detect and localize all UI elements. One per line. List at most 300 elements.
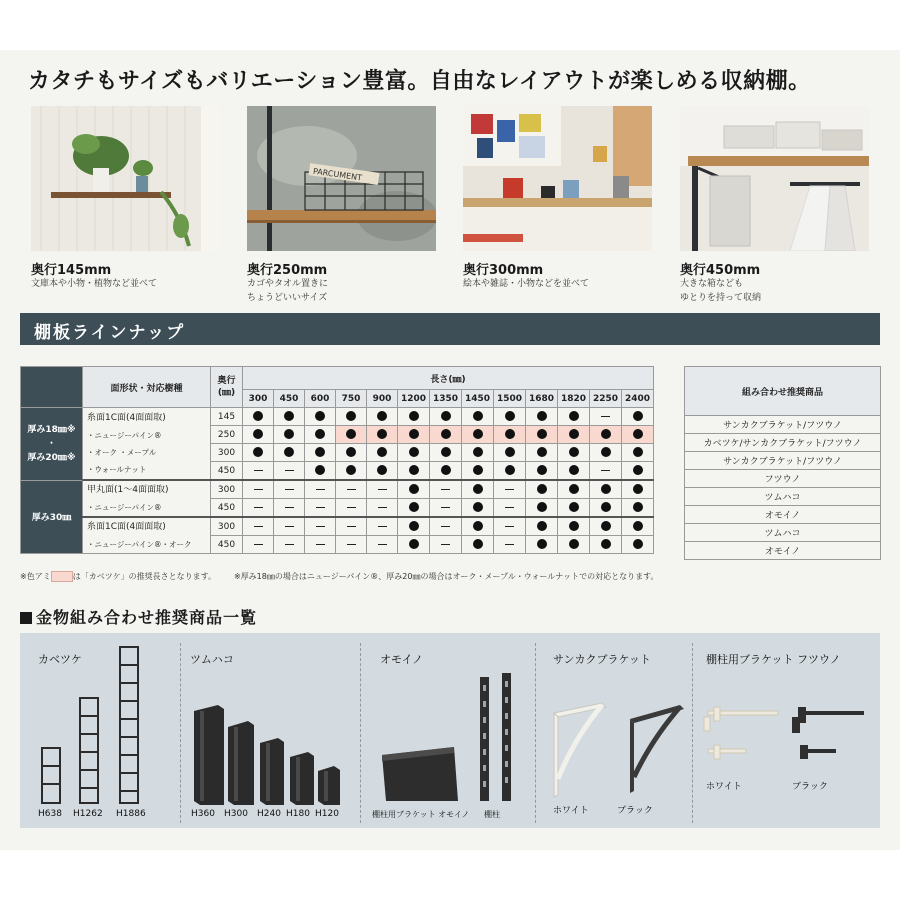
unavailable-mark [441,544,450,545]
available-mark [569,447,579,457]
photo-shelf-145 [31,106,220,251]
availability-cell [398,517,430,536]
unavailable-mark [378,544,387,545]
available-mark [601,429,611,439]
product-title-omoino: オモイノ [380,653,424,666]
availability-cell [305,536,336,554]
available-mark [633,539,643,549]
availability-cell [243,480,274,499]
unavailable-mark [254,507,263,508]
available-mark [473,429,483,439]
header-length: 長さ(㎜) [243,367,654,390]
availability-cell [305,480,336,499]
available-mark [377,411,387,421]
availability-cell [305,517,336,536]
combo-cell: オモイノ [685,506,881,524]
length-header: 1350 [430,390,462,408]
available-mark [409,429,419,439]
length-header: 1820 [558,390,590,408]
availability-cell [367,517,398,536]
unavailable-mark [285,526,294,527]
availability-cell [398,536,430,554]
availability-cell [590,499,622,518]
availability-cell [430,499,462,518]
available-mark [505,465,515,475]
depth-cell: 300 [211,517,243,536]
unavailable-mark [316,526,325,527]
unavailable-mark [285,470,294,471]
unavailable-mark [285,507,294,508]
available-mark [473,502,483,512]
availability-cell [590,462,622,481]
photo-caption-title: 奥行300mm [463,263,544,278]
size-label: H240 [257,809,281,819]
product-label: 棚柱用ブラケット オモイノ [372,810,470,819]
highlight-swatch [51,571,73,582]
availability-cell [558,444,590,462]
combo-header: 組み合わせ推奨商品 [685,367,881,416]
availability-cell [430,480,462,499]
availability-cell [274,444,305,462]
availability-cell [622,408,654,426]
availability-cell [430,444,462,462]
footnote: ※色アミ は「カベツケ」の推奨長さとなります。 ※厚み18㎜の場合はニュージーパイン®、厚み20㎜の場合はオーク・メープル・ウォールナットでの対応となります。 [20,572,659,581]
availability-cell [367,408,398,426]
thickness-label: 厚み18㎜※ ・ 厚み20㎜※ [21,408,83,481]
unavailable-mark [347,526,356,527]
availability-cell [494,480,526,499]
availability-cell [274,408,305,426]
availability-cell [462,462,494,481]
product-title-futsuuno: 棚柱用ブラケット フツウノ [706,653,841,666]
unavailable-mark [316,507,325,508]
availability-cell [494,536,526,554]
available-mark [377,429,387,439]
unavailable-mark [505,544,514,545]
available-mark [409,502,419,512]
available-mark [346,465,356,475]
available-mark [537,521,547,531]
size-label: H1262 [73,809,103,819]
availability-cell [494,426,526,444]
available-mark [253,429,263,439]
availability-cell [622,499,654,518]
availability-cell [590,408,622,426]
availability-cell [430,517,462,536]
unavailable-mark [316,544,325,545]
shelf-lineup-table [20,366,654,554]
available-mark [537,411,547,421]
unavailable-mark [441,526,450,527]
depth-cell: 300 [211,480,243,499]
available-mark [441,465,451,475]
available-mark [505,447,515,457]
depth-cell: 450 [211,536,243,554]
column-divider [692,643,693,823]
availability-cell [398,462,430,481]
availability-cell [398,426,430,444]
available-mark [441,447,451,457]
availability-cell [526,408,558,426]
column-divider [360,643,361,823]
unavailable-mark [254,526,263,527]
availability-cell [494,444,526,462]
length-header: 300 [243,390,274,408]
availability-cell [243,536,274,554]
available-mark [601,502,611,512]
availability-cell [622,444,654,462]
availability-cell [526,462,558,481]
length-header: 600 [305,390,336,408]
availability-cell [430,426,462,444]
availability-cell [462,408,494,426]
availability-cell [336,462,367,481]
combo-cell: フツウノ [685,470,881,488]
availability-cell [526,426,558,444]
availability-cell [305,408,336,426]
availability-cell [243,499,274,518]
photo-caption-desc: 大きな箱なども ゆとりを持って収納 [680,279,762,303]
availability-cell [367,499,398,518]
available-mark [377,465,387,475]
available-mark [473,521,483,531]
availability-cell [305,499,336,518]
availability-cell [398,499,430,518]
availability-cell [243,426,274,444]
availability-cell [305,444,336,462]
unavailable-mark [441,489,450,490]
availability-cell [274,480,305,499]
thickness-label: 厚み30㎜ [21,480,83,554]
availability-cell [590,480,622,499]
available-mark [315,447,325,457]
unavailable-mark [254,544,263,545]
combo-cell: サンカクブラケット/フツウノ [685,452,881,470]
availability-cell [336,408,367,426]
available-mark [633,521,643,531]
available-mark [505,429,515,439]
available-mark [409,521,419,531]
available-mark [315,465,325,475]
availability-cell [305,426,336,444]
availability-cell [494,517,526,536]
table-row [21,480,654,499]
available-mark [569,411,579,421]
unavailable-mark [347,489,356,490]
availability-cell [526,536,558,554]
available-mark [284,429,294,439]
available-mark [601,521,611,531]
svg-text:PARCUMENT: PARCUMENT [312,166,363,183]
available-mark [315,411,325,421]
product-title-sankaku: サンカクブラケット [553,653,651,666]
available-mark [253,411,263,421]
available-mark [346,447,356,457]
color-label: ブラック [792,782,828,792]
availability-cell [274,499,305,518]
availability-cell [336,499,367,518]
availability-cell [336,480,367,499]
availability-cell [367,480,398,499]
available-mark [601,484,611,494]
availability-cell [274,426,305,444]
product-label: 棚柱 [484,810,500,819]
availability-cell [367,426,398,444]
availability-cell [336,536,367,554]
product-title-kabetsuke: カベツケ [38,653,82,666]
availability-cell [243,462,274,481]
availability-cell [494,462,526,481]
photo-shelf-300 [463,106,652,251]
available-mark [569,465,579,475]
photo-caption-desc: 文庫本や小物・植物など並べて [31,279,158,289]
unavailable-mark [378,507,387,508]
unavailable-mark [505,526,514,527]
availability-cell [558,499,590,518]
availability-cell [336,517,367,536]
length-header: 1450 [462,390,494,408]
availability-cell [558,536,590,554]
photo-shelf-450 [680,106,869,251]
unavailable-mark [505,507,514,508]
available-mark [473,465,483,475]
available-mark [633,411,643,421]
unavailable-mark [601,416,610,417]
availability-cell [558,517,590,536]
combo-cell: カベツケ/サンカクブラケット/フツウノ [685,434,881,452]
availability-cell [243,444,274,462]
available-mark [537,539,547,549]
section-title-bar [20,313,880,345]
size-label: H120 [315,809,339,819]
availability-cell [430,462,462,481]
photo-caption-title: 奥行145mm [31,263,112,278]
depth-cell: 450 [211,499,243,518]
availability-cell [462,480,494,499]
unavailable-mark [316,489,325,490]
availability-cell [558,480,590,499]
availability-cell [274,517,305,536]
available-mark [441,411,451,421]
available-mark [409,539,419,549]
column-divider [180,643,181,823]
availability-cell [462,517,494,536]
available-mark [537,502,547,512]
photo-caption-desc: カゴやタオル置きに ちょうどいいサイズ [247,279,329,303]
depth-cell: 300 [211,444,243,462]
availability-cell [462,499,494,518]
color-label: ホワイト [706,782,742,792]
available-mark [284,411,294,421]
available-mark [409,484,419,494]
availability-cell [305,462,336,481]
availability-cell [622,426,654,444]
available-mark [473,447,483,457]
availability-cell [558,408,590,426]
availability-cell [367,444,398,462]
available-mark [537,484,547,494]
availability-cell [274,462,305,481]
available-mark [505,411,515,421]
photo-caption-desc: 絵本や雑誌・小物などを並べて [463,279,590,289]
section2-title: 金物組み合わせ推奨商品一覧 [20,605,257,628]
available-mark [346,411,356,421]
available-mark [537,429,547,439]
available-mark [409,447,419,457]
length-header: 750 [336,390,367,408]
photo-caption-title: 奥行250mm [247,263,328,278]
availability-cell [243,517,274,536]
availability-cell [367,536,398,554]
combo-table [684,366,881,560]
table-row [21,408,654,426]
available-mark [569,521,579,531]
tsumuhako-boxes-image [190,693,350,808]
availability-cell [622,536,654,554]
available-mark [569,429,579,439]
availability-cell [526,480,558,499]
headline: カタチもサイズもバリエーション豊富。自由なレイアウトが楽しめる収納棚。 [28,69,811,94]
color-label: ブラック [617,806,653,816]
section-title: 棚板ラインナップ [34,323,186,343]
availability-cell [622,480,654,499]
shape-name: 糸面1C面(4面面取) ・ニュージーパイン® ・オーク ・メープル ・ウォールナット [83,408,211,481]
available-mark [409,411,419,421]
available-mark [346,429,356,439]
unavailable-mark [285,489,294,490]
available-mark [633,429,643,439]
availability-cell [494,408,526,426]
shape-name: 糸面1C面(4面面取) ・ニュージーパイン®・オーク [83,517,211,554]
sankaku-bracket-image [550,691,700,801]
depth-cell: 145 [211,408,243,426]
available-mark [633,465,643,475]
hardware-panel [20,633,880,828]
availability-cell [430,536,462,554]
futsuuno-bracket-image [700,703,870,783]
available-mark [633,447,643,457]
column-divider [535,643,536,823]
availability-cell [462,444,494,462]
table-row [21,517,654,536]
depth-cell: 450 [211,462,243,481]
available-mark [601,447,611,457]
available-mark [537,447,547,457]
unavailable-mark [505,489,514,490]
available-mark [569,502,579,512]
combo-cell: ツムハコ [685,488,881,506]
size-label: H300 [224,809,248,819]
available-mark [409,465,419,475]
product-title-tsumuhako: ツムハコ [190,653,234,666]
availability-cell [462,426,494,444]
length-header: 450 [274,390,305,408]
available-mark [537,465,547,475]
available-mark [601,539,611,549]
length-header: 1500 [494,390,526,408]
availability-cell [243,408,274,426]
availability-cell [590,517,622,536]
available-mark [441,429,451,439]
table-corner [21,367,83,408]
depth-cell: 250 [211,426,243,444]
availability-cell [590,426,622,444]
length-header: 2250 [590,390,622,408]
availability-cell [430,408,462,426]
header-shape: 面形状・対応樹種 [83,367,211,408]
available-mark [569,539,579,549]
photo-caption-title: 奥行450mm [680,263,761,278]
unavailable-mark [378,489,387,490]
available-mark [473,539,483,549]
availability-cell [336,444,367,462]
availability-cell [622,517,654,536]
color-label: ホワイト [553,806,589,816]
unavailable-mark [254,489,263,490]
availability-cell [274,536,305,554]
size-label: H1886 [116,809,146,819]
unavailable-mark [601,470,610,471]
available-mark [569,484,579,494]
length-header: 2400 [622,390,654,408]
available-mark [377,447,387,457]
combo-cell: ツムハコ [685,524,881,542]
availability-cell [558,426,590,444]
availability-cell [526,499,558,518]
omoino-image [372,671,532,801]
available-mark [633,484,643,494]
size-label: H360 [191,809,215,819]
header-depth: 奥行 (㎜) [211,367,243,408]
availability-cell [558,462,590,481]
size-label: H638 [38,809,62,819]
availability-cell [526,517,558,536]
available-mark [473,411,483,421]
available-mark [284,447,294,457]
kabetsuke-frames-image [38,643,168,808]
availability-cell [398,480,430,499]
unavailable-mark [378,526,387,527]
available-mark [473,484,483,494]
availability-cell [622,462,654,481]
availability-cell [398,408,430,426]
available-mark [633,502,643,512]
availability-cell [336,426,367,444]
unavailable-mark [347,507,356,508]
available-mark [315,429,325,439]
availability-cell [462,536,494,554]
availability-cell [398,444,430,462]
availability-cell [526,444,558,462]
length-header: 1200 [398,390,430,408]
shape-name: 甲丸面(1〜4面面取) ・ニュージーパイン® [83,480,211,517]
availability-cell [590,536,622,554]
available-mark [253,447,263,457]
photo-shelf-250 [247,106,436,251]
combo-cell: オモイノ [685,542,881,560]
availability-cell [367,462,398,481]
unavailable-mark [441,507,450,508]
unavailable-mark [254,470,263,471]
size-label: H180 [286,809,310,819]
availability-cell [494,499,526,518]
unavailable-mark [285,544,294,545]
unavailable-mark [347,544,356,545]
combo-cell: サンカクブラケット/フツウノ [685,416,881,434]
length-header: 900 [367,390,398,408]
length-header: 1680 [526,390,558,408]
availability-cell [590,444,622,462]
